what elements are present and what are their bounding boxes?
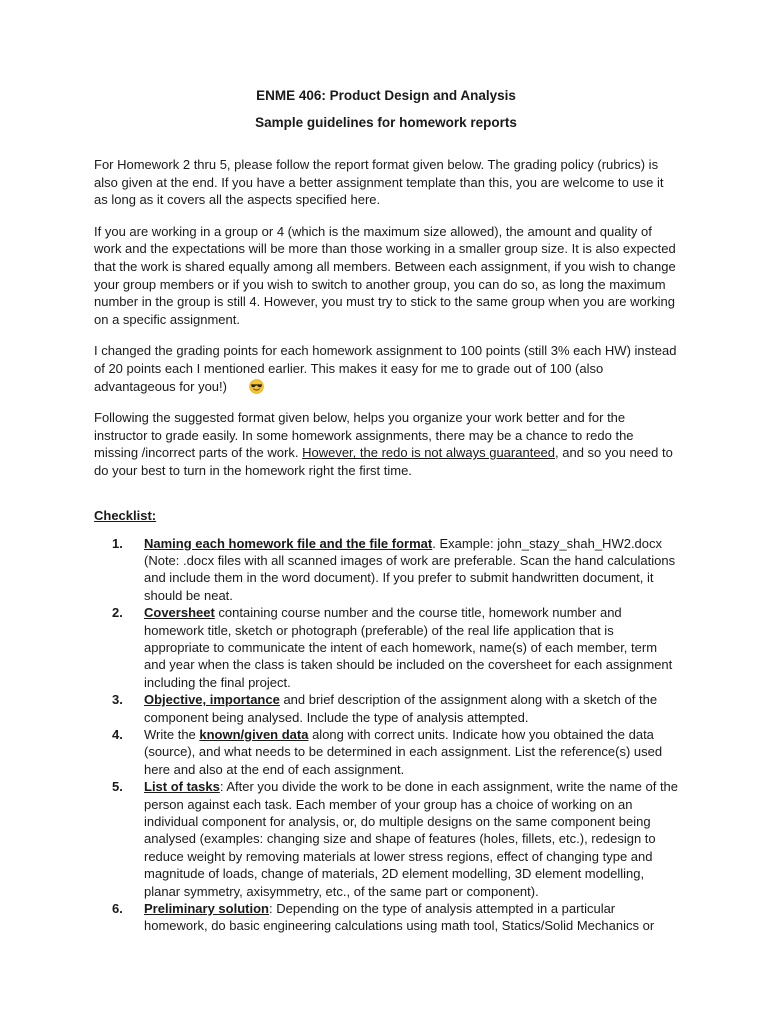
document-subtitle: Sample guidelines for homework reports — [255, 115, 517, 130]
grading-text: I changed the grading points for each homework assignment to 100 points (still 3% each HW) instead of 20 points each I mentioned earlier. This makes it easy for me to grade out of 100 (also advantageous for you!) — [94, 343, 677, 394]
item-heading: List of tasks — [144, 779, 220, 795]
item-number: 2. — [112, 605, 123, 621]
checklist-heading: Checklist: — [94, 507, 157, 523]
document-title: ENME 406: Product Design and Analysis — [256, 88, 516, 103]
item-number: 6. — [112, 901, 123, 917]
checklist-item — [112, 604, 678, 691]
format-text-end: , and so you need to do your best to turn in the homework right the first time. — [94, 445, 673, 478]
item-text: and brief description of the assignment along with a sketch of the component being analysed. Include the type of analysis attempted. — [144, 692, 658, 725]
paragraph-intro: For Homework 2 thru 5, please follow the report format given below. The grading policy (rubrics) is also given at the end. If you have a better assignment template than this, you are welcome to use it as long as it covers all the aspects specified here. — [94, 157, 664, 208]
item-number: 5. — [112, 779, 123, 795]
item-heading: Coversheet — [144, 605, 215, 621]
checklist-item — [112, 900, 678, 935]
item-text: : Depending on the type of analysis attempted in a particular homework, do basic engineering calculations using math tool, Statics/Solid Mechanics or — [144, 901, 655, 934]
item-heading: known/given data — [199, 726, 309, 742]
checklist-item — [112, 778, 679, 900]
item-number: 1. — [112, 535, 123, 551]
format-text: Following the suggested format given below, helps you organize your work better and for the instructor to grade easily. In some homework assignments, there may be a chance to redo the missing /incorrect parts of the work. — [94, 410, 634, 461]
item-heading: Naming each homework file and the file format — [144, 535, 433, 551]
smiling-face-with-sunglasses-icon — [249, 379, 264, 394]
item-heading: Objective, importance — [144, 692, 280, 708]
paragraph-grading — [94, 342, 678, 395]
checklist-item — [112, 535, 678, 605]
item-text: containing course number and the course title, homework number and homework title, sketch or photograph (preferable) of the real life application that is appropriate to communicate the intent of each homework, name(s) of each member, term and year when the class is taken should be included on the coversheet for each assignment including the final project. — [144, 605, 673, 690]
paragraph-groups: If you are working in a group or 4 (which is the maximum size allowed), the amount and quality of work and the expectations will be more than those working in a smaller group size. It is also expected that the work is shared equally among all members. Between each assignment, if you wish to change your group members or if you wish to switch to another group, you can do so, as long the maximum number in the group is still 4. However, you must try to stick to the same group when you are working on a specific assignment. — [94, 223, 676, 327]
item-prefix: Write the — [144, 726, 200, 742]
item-text: . Example: john_stazy_shah_HW2.docx (Note: .docx files with all scanned images of work are preferable. Scan the hand calculations and include them in the word document). If you prefer to submit handwritten document, it should be neat. — [144, 535, 676, 603]
item-number: 4. — [112, 726, 123, 742]
paragraph-format — [94, 409, 678, 479]
redo-warning: However, the redo is not always guaranteed — [302, 445, 556, 461]
item-text: along with correct units. Indicate how you obtained the data (source), and what needs to be determined in each assignment. List the reference(s) used here and also at the end of each assignment. — [144, 726, 663, 777]
item-text: : After you divide the work to be done in each assignment, write the name of the person against each task. Each member of your group has a choice of working on an individual component for analysis, or, do multiple designs on the same component being analysed (examples: changing size and shape of features (holes, fillets, etc.), redesign to reduce weight by removing materials at lower stress regions, effect of changing type and magnitude of loads, change of materials, 2D element modelling, 3D element modelling, planar symmetry, axisymmetry, etc., of the same part or component). — [144, 779, 679, 899]
checklist-item — [112, 726, 678, 778]
item-heading: Preliminary solution — [144, 901, 269, 917]
checklist-item — [112, 691, 678, 726]
checklist — [94, 535, 678, 935]
item-number: 3. — [112, 692, 123, 708]
